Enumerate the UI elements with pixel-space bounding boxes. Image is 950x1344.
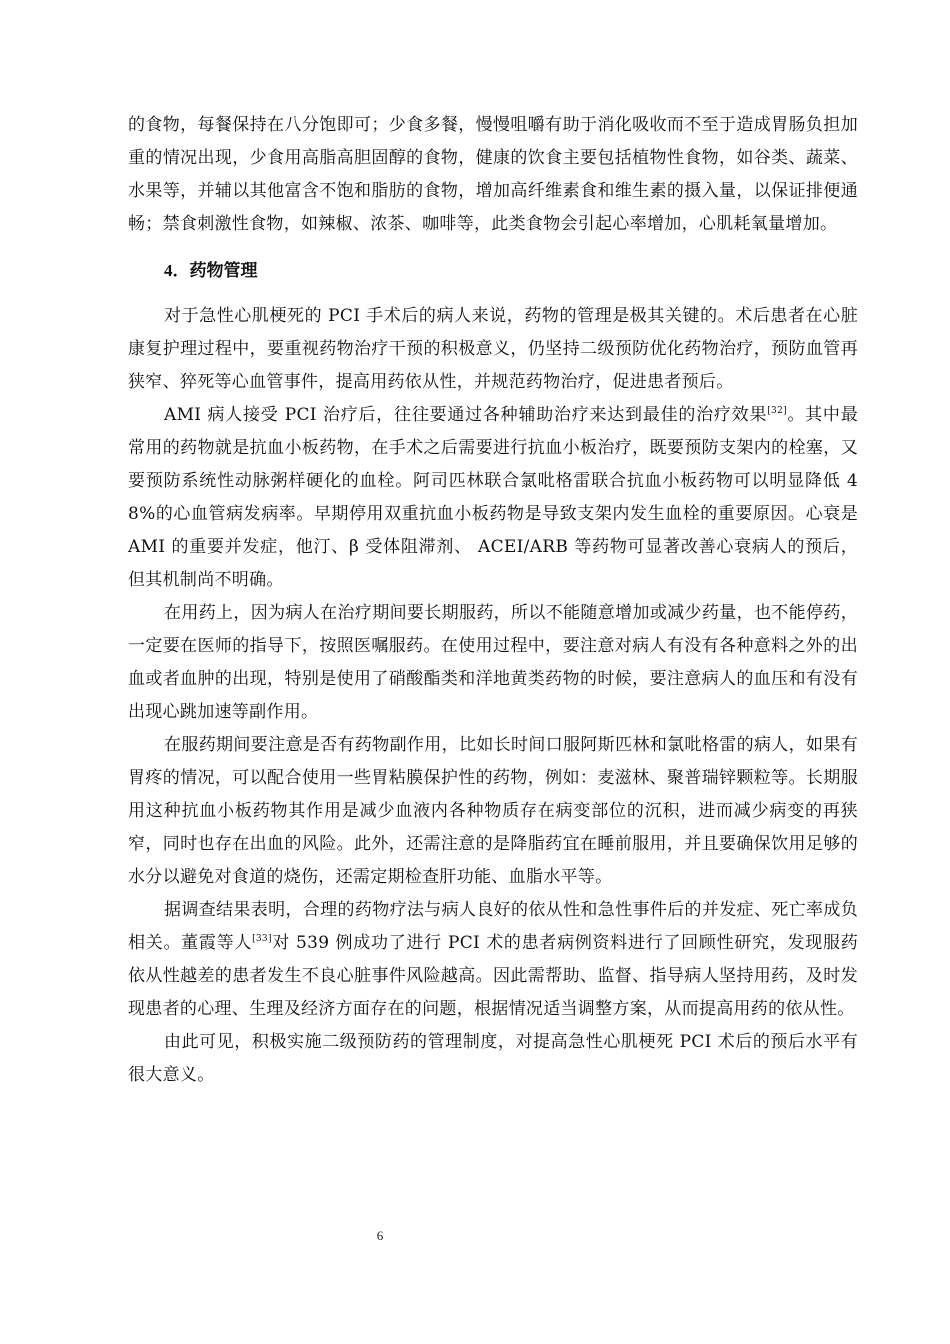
paragraph-6: 由此可见，积极实施二级预防药的管理制度，对提高急性心肌梗死 PCI 术后的预后水平有很大意义。 [128, 1032, 858, 1085]
paragraph-2-text-a: AMI 病人接受 PCI 治疗后，往往要通过各种辅助治疗来达到最佳的治疗效果 [164, 405, 768, 425]
paragraph-2 [128, 399, 858, 597]
paragraph-4: 在服药期间要注意是否有药物副作用，比如长时间口服阿斯匹林和氯吡格雷的病人，如果有胃疼的情况，可以配合使用一些胃粘膜保护性的药物，例如：麦滋林、聚普瑞锌颗粒等。长期服用这种抗血小板药物其作用是减少血液内各种物质存在病变部位的沉积，进而减少病变的再狭窄，同时也存在出血的风险。此外，还需注意的是降脂药宜在睡前服用，并且要确保饮用足够的水分以避免对食道的烧伤，还需定期检查肝功能、血脂水平等。 [128, 735, 858, 887]
paragraph-5-text-a: 据调查结果表明，合理的药物疗法与病人良好的依从性和急性事件后的并发症、死亡率成负相关。董霞等人 [128, 900, 858, 953]
citation-32: [32] [767, 406, 787, 416]
paragraph-5 [128, 894, 858, 1026]
paragraph-3: 在用药上，因为病人在治疗期间要长期服药，所以不能随意增加或减少药量，也不能停药，一定要在医师的指导下，按照医嘱服药。在使用过程中，要注意对病人有没有各种意料之外的出血或者血肿的出现，特别是使用了硝酸酯类和洋地黄类药物的时候，要注意病人的血压和有没有出现心跳加速等副作用。 [128, 603, 858, 722]
citation-33: [33] [252, 934, 272, 944]
section-number: 4． [164, 261, 190, 280]
paragraph-5-text-b: 对 539 例成功了进行 PCI 术的患者病例资料进行了回顾性研究，发现服药依从性越差的患者发生不良心脏事件风险越高。因此需帮助、监督、指导病人坚持用药，及时发现患者的心理、生理及经济方面存在的问题，根据情况适当调整方案，从而提高用药的依从性。 [128, 933, 858, 1019]
page-number: 6 [376, 1228, 384, 1243]
intro-paragraph: 的食物，每餐保持在八分饱即可；少食多餐，慢慢咀嚼有助于消化吸收而不至于造成胃肠负担加重的情况出现，少食用高脂高胆固醇的食物，健康的饮食主要包括植物性食物，如谷类、蔬菜、水果等，并辅以其他富含不饱和脂肪的食物，增加高纤维素食和维生素的摄入量，以保证排便通畅；禁食刺激性食物，如辣椒、浓茶、咖啡等，此类食物会引起心率增加，心肌耗氧量增加。 [128, 115, 858, 234]
section-heading [128, 254, 858, 288]
section-title: 药物管理 [189, 261, 258, 281]
paragraph-2-text-b: 。其中最常用的药物就是抗血小板药物，在手术之后需要进行抗血小板治疗，既要预防支架内的栓塞，又要预防系统性动脉粥样硬化的血栓。阿司匹林联合氯吡格雷联合抗血小板药物可以明显降低 48%的心血管病发病率。早期停用双重抗血小板药物是导致支架内发生血栓的重要原因。心衰是 AMI 的重要并发症，他汀、β 受体阻滞剂、 ACEI/ARB 等药物可显著改善心衰病人的预后，但其机制尚不明确。 [128, 405, 859, 590]
paragraph-1: 对于急性心肌梗死的 PCI 手术后的病人来说，药物的管理是极其关键的。术后患者在心脏康复护理过程中，要重视药物治疗干预的积极意义，仍坚持二级预防优化药物治疗，预防血管再狭窄、猝死等心血管事件，提高用药依从性，并规范药物治疗，促进患者预后。 [128, 306, 858, 392]
document-body [128, 109, 858, 1092]
